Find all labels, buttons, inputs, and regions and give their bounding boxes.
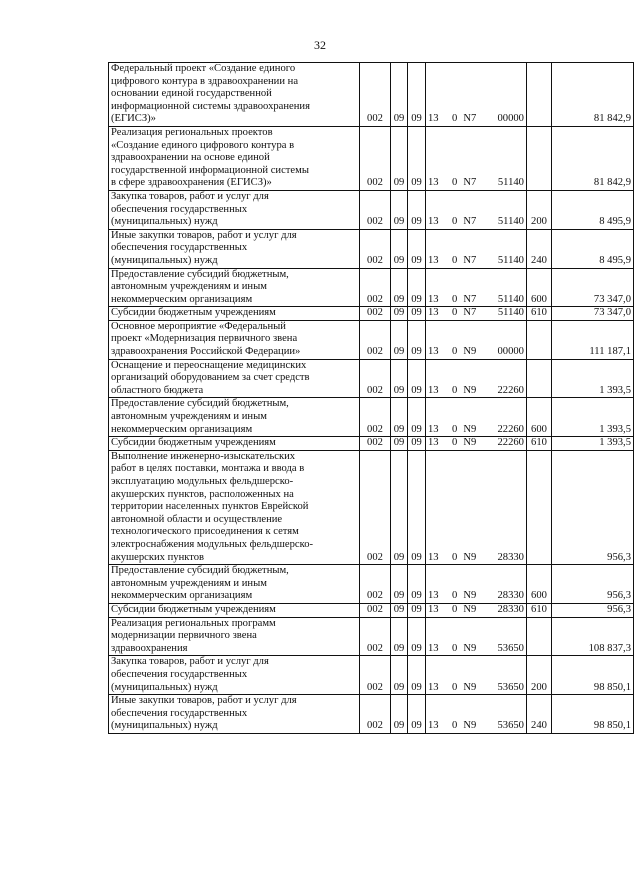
target-article-part: N9 [463, 590, 477, 602]
section-code: 09 [391, 268, 408, 307]
target-article-part: 51140 [497, 307, 524, 319]
target-article-part: 0 [452, 423, 458, 435]
section-code: 09 [391, 229, 408, 268]
target-article-parts [428, 437, 524, 450]
subsection-code: 09 [408, 320, 426, 359]
amount: 1 393,5 [552, 398, 634, 437]
target-article-part: 13 [428, 720, 439, 732]
expense-type-code: 600 [527, 268, 552, 307]
amount: 108 837,3 [552, 617, 634, 656]
section-code: 09 [391, 603, 408, 617]
section-code: 09 [391, 617, 408, 656]
target-article-part: 0 [452, 384, 458, 396]
target-article-code [426, 320, 527, 359]
target-article-part: 13 [428, 590, 439, 602]
table-row [109, 437, 634, 451]
target-article-parts [428, 385, 524, 398]
admin-code: 002 [360, 565, 391, 604]
section-code: 09 [391, 656, 408, 695]
subsection-code: 09 [408, 565, 426, 604]
target-article-part: 22260 [497, 423, 524, 435]
target-article-part: 13 [428, 346, 439, 358]
target-article-parts [428, 216, 524, 229]
target-article-part: 0 [452, 293, 458, 305]
target-article-part: 22260 [497, 437, 524, 449]
target-article-part: N7 [463, 216, 477, 228]
target-article-part: 13 [428, 642, 439, 654]
target-article-parts [428, 590, 524, 603]
target-article-part: 22260 [497, 384, 524, 396]
admin-code: 002 [360, 450, 391, 564]
target-article-part: N9 [463, 551, 477, 563]
target-article-part: N9 [463, 423, 477, 435]
target-article-part: 13 [428, 551, 439, 563]
subsection-code: 09 [408, 126, 426, 190]
table-row [109, 126, 634, 190]
row-description: Реализация региональных проектов «Создание единого цифрового контура в здравоохранении на основе единой государственной информационной системы в сфере здравоохранения (ЕГИСЗ)» [109, 126, 360, 190]
table-row [109, 320, 634, 359]
target-article-part: 28330 [497, 590, 524, 602]
row-description: Субсидии бюджетным учреждениям [109, 307, 360, 321]
target-article-code [426, 437, 527, 451]
target-article-part: 28330 [497, 551, 524, 563]
target-article-part: N7 [463, 113, 477, 125]
expense-type-code: 610 [527, 437, 552, 451]
amount: 1 393,5 [552, 437, 634, 451]
target-article-parts [428, 177, 524, 190]
target-article-part: N7 [463, 177, 477, 189]
target-article-part: 51140 [497, 293, 524, 305]
section-code: 09 [391, 190, 408, 229]
admin-code: 002 [360, 190, 391, 229]
target-article-parts [428, 255, 524, 268]
target-article-part: 13 [428, 681, 439, 693]
target-article-part: 13 [428, 384, 439, 396]
target-article-part: N9 [463, 720, 477, 732]
target-article-part: 0 [452, 437, 458, 449]
row-description: Иные закупки товаров, работ и услуг для обеспечения государственных (муниципальных) нужд [109, 695, 360, 734]
section-code: 09 [391, 126, 408, 190]
page-number: 32 [314, 38, 326, 52]
amount: 81 842,9 [552, 63, 634, 127]
section-code: 09 [391, 437, 408, 451]
expense-type-code [527, 450, 552, 564]
admin-code: 002 [360, 320, 391, 359]
target-article-part: 13 [428, 113, 439, 125]
table-row [109, 617, 634, 656]
section-code: 09 [391, 565, 408, 604]
budget-table-body [109, 63, 634, 734]
target-article-code [426, 565, 527, 604]
target-article-part: N7 [463, 254, 477, 266]
table-row [109, 565, 634, 604]
amount: 98 850,1 [552, 695, 634, 734]
target-article-parts [428, 307, 524, 320]
target-article-part: 0 [452, 113, 458, 125]
admin-code: 002 [360, 437, 391, 451]
target-article-code [426, 126, 527, 190]
expense-type-code: 200 [527, 190, 552, 229]
table-row [109, 359, 634, 398]
amount: 81 842,9 [552, 126, 634, 190]
subsection-code: 09 [408, 190, 426, 229]
admin-code: 002 [360, 229, 391, 268]
target-article-part: 13 [428, 603, 439, 615]
target-article-part: 0 [452, 216, 458, 228]
row-description: Иные закупки товаров, работ и услуг для обеспечения государственных (муниципальных) нужд [109, 229, 360, 268]
target-article-code [426, 307, 527, 321]
admin-code: 002 [360, 307, 391, 321]
expense-type-code: 240 [527, 229, 552, 268]
target-article-part: 28330 [497, 603, 524, 615]
subsection-code: 09 [408, 63, 426, 127]
target-article-part: N7 [463, 307, 477, 319]
target-article-parts [428, 294, 524, 307]
target-article-part: 0 [452, 590, 458, 602]
target-article-part: 53650 [497, 642, 524, 654]
amount: 1 393,5 [552, 359, 634, 398]
subsection-code: 09 [408, 603, 426, 617]
expense-type-code [527, 126, 552, 190]
target-article-part: 13 [428, 307, 439, 319]
target-article-part: 13 [428, 293, 439, 305]
table-row [109, 398, 634, 437]
target-article-part: 0 [452, 177, 458, 189]
subsection-code: 09 [408, 398, 426, 437]
table-row [109, 229, 634, 268]
target-article-part: 51140 [497, 177, 524, 189]
section-code: 09 [391, 307, 408, 321]
target-article-part: N9 [463, 603, 477, 615]
admin-code: 002 [360, 359, 391, 398]
target-article-part: 51140 [497, 216, 524, 228]
target-article-part: 51140 [497, 254, 524, 266]
target-article-part: N9 [463, 384, 477, 396]
row-description: Реализация региональных программ модернизации первичного звена здравоохранения [109, 617, 360, 656]
row-description: Основное мероприятие «Федеральный проект «Модернизация первичного звена здравоохранения Российской Федерации» [109, 320, 360, 359]
section-code: 09 [391, 359, 408, 398]
target-article-code [426, 450, 527, 564]
amount: 8 495,9 [552, 229, 634, 268]
target-article-code [426, 695, 527, 734]
expense-type-code [527, 63, 552, 127]
target-article-part: 00000 [497, 346, 524, 358]
section-code: 09 [391, 63, 408, 127]
target-article-part: 13 [428, 216, 439, 228]
table-row [109, 450, 634, 564]
admin-code: 002 [360, 617, 391, 656]
amount: 98 850,1 [552, 656, 634, 695]
expense-type-code [527, 617, 552, 656]
table-row [109, 695, 634, 734]
target-article-part: 53650 [497, 720, 524, 732]
subsection-code: 09 [408, 450, 426, 564]
row-description: Федеральный проект «Создание единого цифрового контура в здравоохранении на основании единой государственной информационной системы здравоохранения (ЕГИСЗ)» [109, 63, 360, 127]
target-article-part: 00000 [497, 113, 524, 125]
section-code: 09 [391, 398, 408, 437]
target-article-code [426, 190, 527, 229]
table-row [109, 307, 634, 321]
target-article-part: 0 [452, 603, 458, 615]
target-article-part: 13 [428, 437, 439, 449]
subsection-code: 09 [408, 695, 426, 734]
subsection-code: 09 [408, 617, 426, 656]
row-description: Предоставление субсидий бюджетным, автономным учреждениям и иным некоммерческим организациям [109, 565, 360, 604]
row-description: Оснащение и переоснащение медицинских организаций оборудованием за счет средств областного бюджета [109, 359, 360, 398]
admin-code: 002 [360, 63, 391, 127]
target-article-parts [428, 424, 524, 437]
admin-code: 002 [360, 268, 391, 307]
admin-code: 002 [360, 398, 391, 437]
table-row [109, 656, 634, 695]
target-article-code [426, 268, 527, 307]
expense-type-code: 610 [527, 603, 552, 617]
amount: 956,3 [552, 603, 634, 617]
target-article-part: 13 [428, 254, 439, 266]
subsection-code: 09 [408, 359, 426, 398]
target-article-parts [428, 552, 524, 565]
expense-type-code [527, 320, 552, 359]
target-article-parts [428, 113, 524, 126]
subsection-code: 09 [408, 307, 426, 321]
expense-type-code: 600 [527, 565, 552, 604]
target-article-part: 13 [428, 177, 439, 189]
amount: 73 347,0 [552, 307, 634, 321]
amount: 956,3 [552, 450, 634, 564]
expense-type-code [527, 359, 552, 398]
target-article-parts [428, 682, 524, 695]
expense-type-code: 200 [527, 656, 552, 695]
section-code: 09 [391, 695, 408, 734]
row-description: Выполнение инженерно-изыскательских работ в целях поставки, монтажа и ввода в эксплуатацию модульных фельдшерско- акушерских пунктов, расположенных на территории населенных пунктов Еврейской автономной области и осуществление технологического присоединения к сетям электроснабжения модульных фельдшерско- акушерских пунктов [109, 450, 360, 564]
target-article-part: 0 [452, 681, 458, 693]
target-article-part: N9 [463, 346, 477, 358]
amount: 956,3 [552, 565, 634, 604]
expense-type-code: 610 [527, 307, 552, 321]
admin-code: 002 [360, 656, 391, 695]
amount: 73 347,0 [552, 268, 634, 307]
target-article-parts [428, 720, 524, 733]
target-article-part: 53650 [497, 681, 524, 693]
subsection-code: 09 [408, 268, 426, 307]
table-row [109, 63, 634, 127]
admin-code: 002 [360, 695, 391, 734]
target-article-part: N9 [463, 681, 477, 693]
admin-code: 002 [360, 126, 391, 190]
table-row [109, 268, 634, 307]
amount: 111 187,1 [552, 320, 634, 359]
target-article-code [426, 656, 527, 695]
amount: 8 495,9 [552, 190, 634, 229]
target-article-part: 0 [452, 720, 458, 732]
section-code: 09 [391, 450, 408, 564]
section-code: 09 [391, 320, 408, 359]
row-description: Субсидии бюджетным учреждениям [109, 437, 360, 451]
target-article-parts [428, 643, 524, 656]
table-row [109, 190, 634, 229]
row-description: Предоставление субсидий бюджетным, автономным учреждениям и иным некоммерческим организациям [109, 268, 360, 307]
target-article-code [426, 229, 527, 268]
row-description: Предоставление субсидий бюджетным, автономным учреждениям и иным некоммерческим организациям [109, 398, 360, 437]
target-article-part: N7 [463, 293, 477, 305]
admin-code: 002 [360, 603, 391, 617]
budget-table [108, 62, 634, 734]
target-article-code [426, 398, 527, 437]
target-article-part: 0 [452, 551, 458, 563]
target-article-code [426, 63, 527, 127]
subsection-code: 09 [408, 656, 426, 695]
target-article-part: 0 [452, 642, 458, 654]
expense-type-code: 240 [527, 695, 552, 734]
target-article-code [426, 359, 527, 398]
target-article-part: 0 [452, 307, 458, 319]
table-row [109, 603, 634, 617]
target-article-part: 0 [452, 254, 458, 266]
row-description: Закупка товаров, работ и услуг для обеспечения государственных (муниципальных) нужд [109, 656, 360, 695]
target-article-part: N9 [463, 437, 477, 449]
target-article-parts [428, 604, 524, 617]
target-article-part: 0 [452, 346, 458, 358]
target-article-part: N9 [463, 642, 477, 654]
target-article-part: 13 [428, 423, 439, 435]
expense-type-code: 600 [527, 398, 552, 437]
target-article-code [426, 603, 527, 617]
target-article-code [426, 617, 527, 656]
row-description: Субсидии бюджетным учреждениям [109, 603, 360, 617]
subsection-code: 09 [408, 437, 426, 451]
target-article-parts [428, 346, 524, 359]
row-description: Закупка товаров, работ и услуг для обеспечения государственных (муниципальных) нужд [109, 190, 360, 229]
subsection-code: 09 [408, 229, 426, 268]
